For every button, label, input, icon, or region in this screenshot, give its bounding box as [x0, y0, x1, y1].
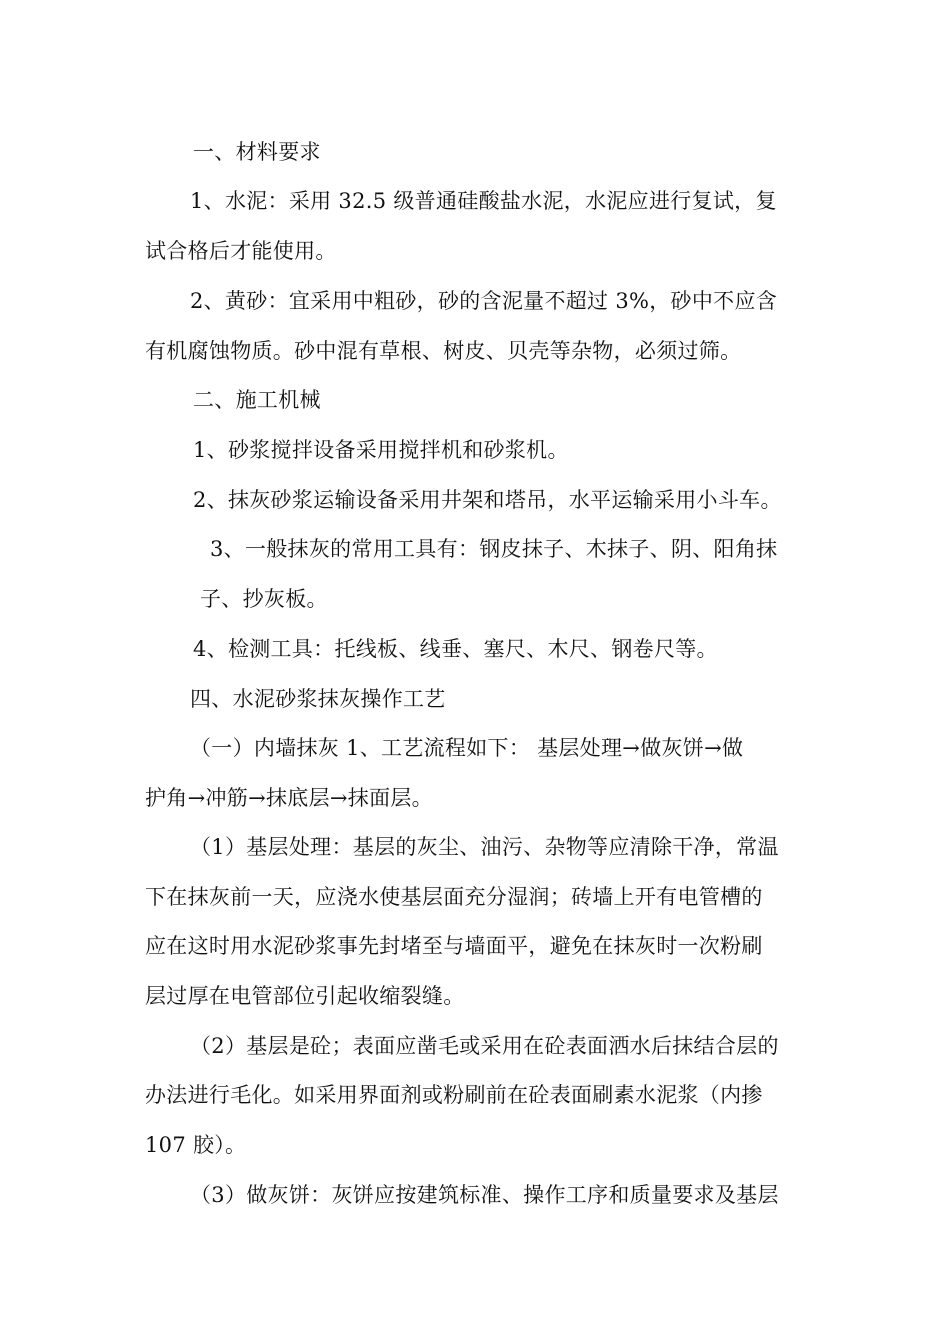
- paragraph-line: 3、一般抹灰的常用工具有：钢皮抹子、木抹子、阴、阳角抹: [210, 537, 778, 561]
- heading-materials: 一、材料要求: [193, 140, 321, 164]
- paragraph-line: 2、黄砂：宜采用中粗砂，砂的含泥量不超过 3%，砂中不应含: [190, 289, 778, 313]
- paragraph-line: （1）基层处理：基层的灰尘、油污、杂物等应清除干净，常温: [190, 835, 779, 859]
- paragraph-line: 层过厚在电管部位引起收缩裂缝。: [145, 984, 465, 1008]
- heading-machinery: 二、施工机械: [193, 388, 321, 412]
- paragraph-line: 1、水泥：采用 32.5 级普通硅酸盐水泥，水泥应进行复试，复: [190, 189, 777, 213]
- paragraph-line: 1、砂浆搅拌设备采用搅拌机和砂浆机。: [193, 438, 569, 462]
- paragraph-line: 4、检测工具：托线板、线垂、塞尺、木尺、钢卷尺等。: [193, 637, 718, 661]
- paragraph-line: 应在这时用水泥砂浆事先封堵至与墙面平，避免在抹灰时一次粉刷: [145, 934, 763, 958]
- heading-process: 四、水泥砂浆抹灰操作工艺: [190, 687, 446, 711]
- paragraph-line: 有机腐蚀物质。砂中混有草根、树皮、贝壳等杂物，必须过筛。: [145, 339, 742, 363]
- paragraph-line: 2、抹灰砂浆运输设备采用井架和塔吊，水平运输采用小斗车。: [193, 488, 782, 512]
- paragraph-line: （一）内墙抹灰 1、工艺流程如下： 基层处理→做灰饼→做: [190, 736, 744, 760]
- paragraph-line: （3）做灰饼：灰饼应按建筑标准、操作工序和质量要求及基层: [190, 1183, 779, 1207]
- paragraph-line: （2）基层是砼；表面应凿毛或采用在砼表面洒水后抹结合层的: [190, 1034, 779, 1058]
- paragraph-line: 试合格后才能使用。: [145, 239, 337, 263]
- paragraph-line: 107 胶）。: [145, 1133, 247, 1157]
- paragraph-line: 下在抹灰前一天，应浇水使基层面充分湿润；砖墙上开有电管槽的: [145, 885, 763, 909]
- paragraph-line: 护角→冲筋→抹底层→抹面层。: [145, 786, 433, 810]
- paragraph-line: 子、抄灰板。: [200, 587, 328, 611]
- paragraph-line: 办法进行毛化。如采用界面剂或粉刷前在砼表面刷素水泥浆（内掺: [145, 1083, 763, 1107]
